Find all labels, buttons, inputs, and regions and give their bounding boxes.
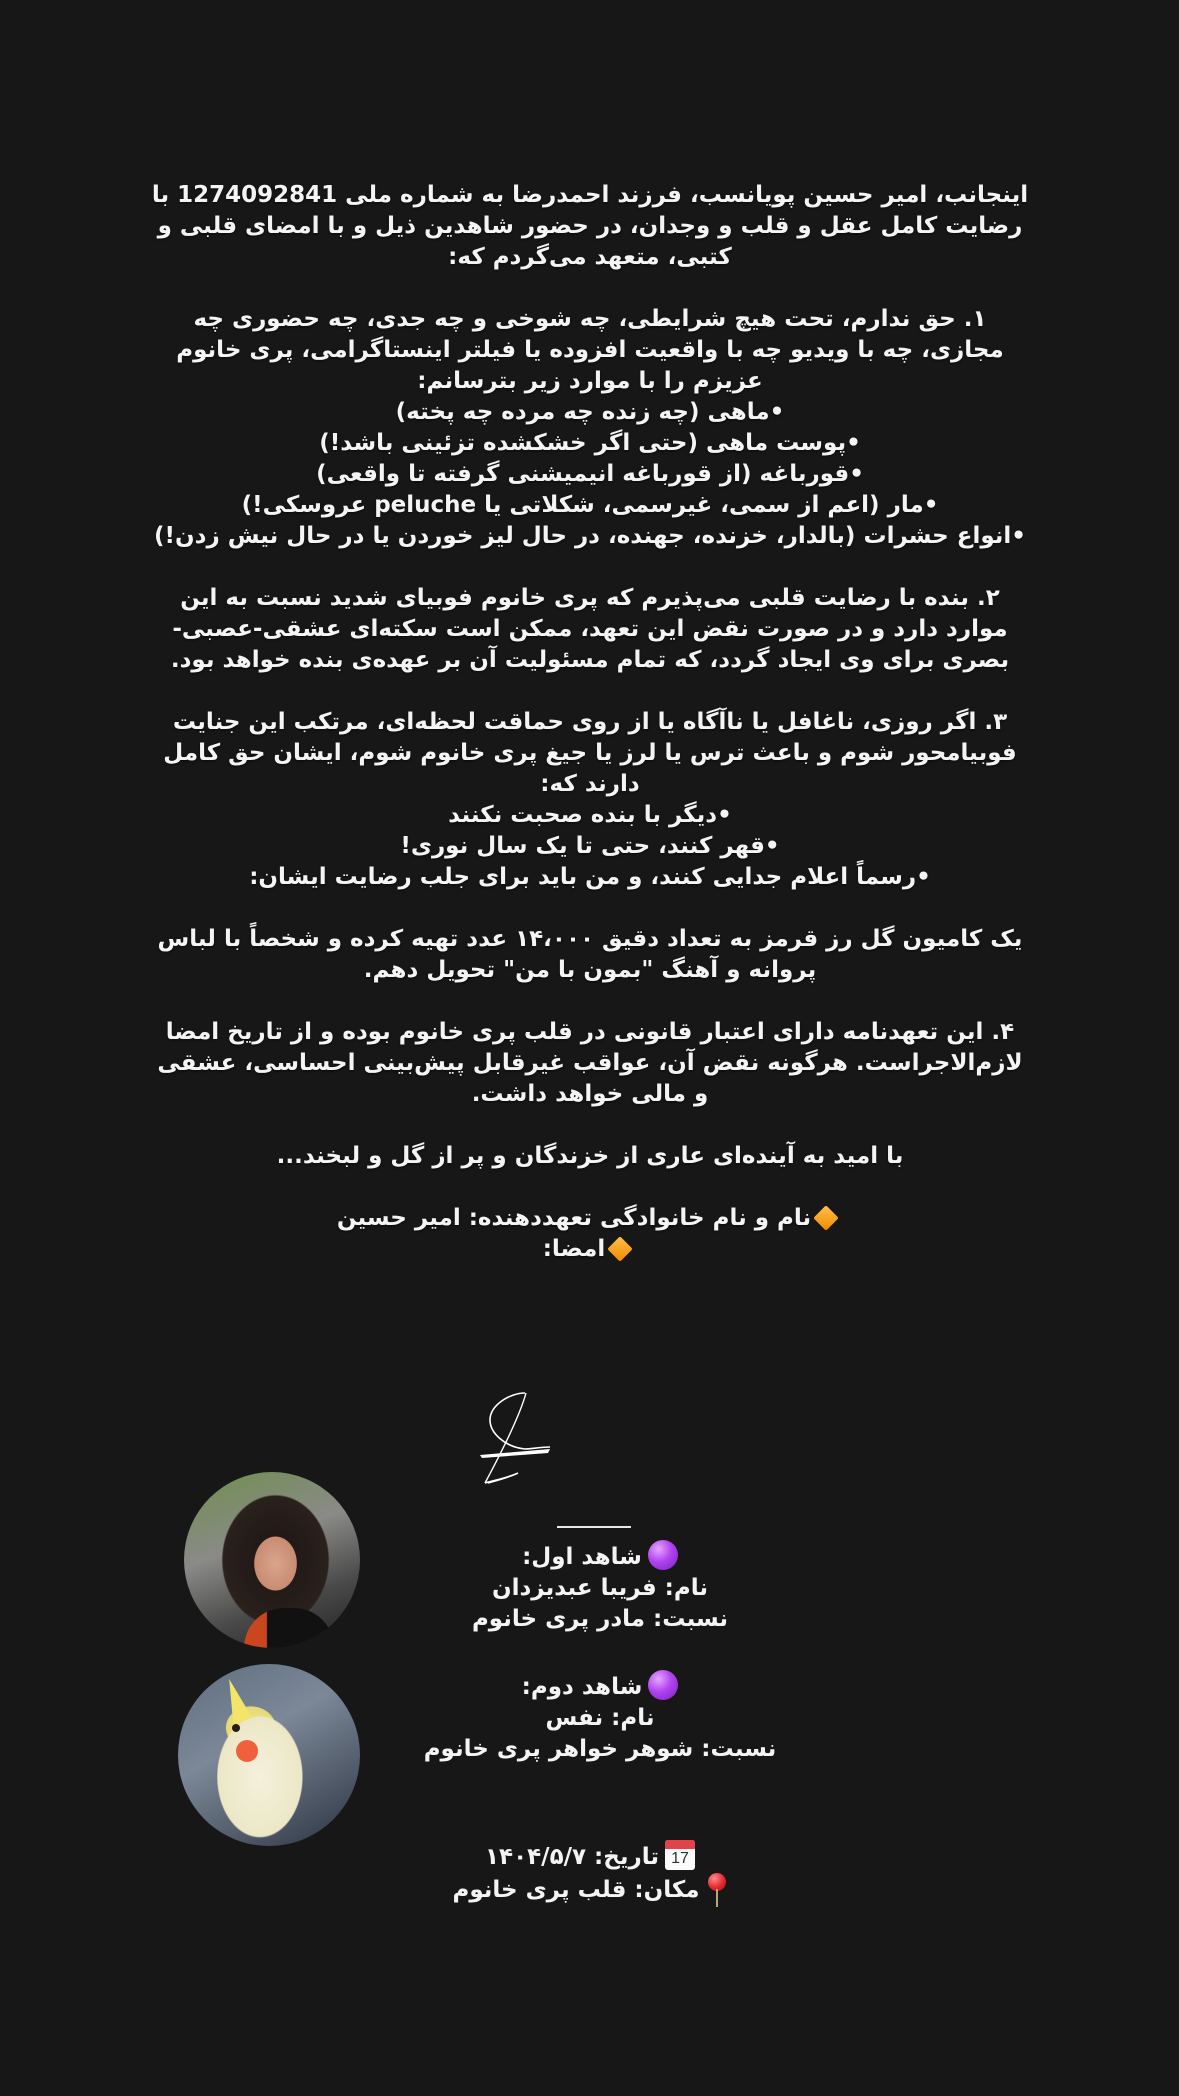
pushpin-icon [706,1873,728,1907]
calendar-icon [665,1840,695,1870]
signature-underline [557,1526,631,1528]
date-line [300,1840,880,1873]
bird-eye [232,1724,240,1732]
pledge-document [150,180,1030,1265]
clause-3-penalty: یک کامیون گل رز قرمز به تعداد دقیق ۱۴،۰۰۰ عدد تهیه کرده و شخصاً با لباس پروانه و آهنگ "بمون با من" تحویل دهم. [157,926,1023,983]
clause-3-item: •دیگر با بنده صحبت نکنند [448,802,732,828]
orange-diamond-icon [608,1236,633,1261]
clause-1-item: •انواع حشرات (بالدار، خزنده، جهنده، در حال لیز خوردن یا در حال نیش زدن!) [154,523,1026,549]
clause-3-text: ۳. اگر روزی، ناغافل یا ناآگاه یا از روی حماقت لحظه‌ای، مرتکب این جنایت فوبیامحور شوم و باعث ترس یا لرز یا جیغ پری خانوم شوم، ایشان حق کامل دارند که: [163,709,1017,797]
clause-3-item: •رسماً اعلام جدایی کنند، و من باید برای جلب رضایت ایشان: [249,864,931,890]
clause-3-item: •قهر کنند، حتی تا یک سال نوری! [400,833,780,859]
witness-2-info [390,1670,810,1765]
clause-1-item: •پوست ماهی (حتی اگر خشکشده تزئینی باشد!) [319,430,861,456]
witness-2-relation: نسبت: شوهر خواهر پری خانوم [423,1736,777,1762]
clause-1-item: •قورباغه (از قورباغه انیمیشنی گرفته تا واقعی) [316,461,864,487]
clause-1-text: ۱. حق ندارم، تحت هیچ شرایطی، چه شوخی و چه جدی، چه حضوری چه مجازی، چه با ویدیو چه با واقعیت افزوده یا فیلتر اینستاگرامی، پری خانوم عزیزم را با موارد زیر بترسانم: [176,306,1004,394]
witness-title: شاهد اول: [522,1544,642,1570]
intro-paragraph: اینجانب، امیر حسین پویانسب، فرزند احمدرضا به شماره ملی 1274092841 با رضایت کامل عقل و قلب و وجدان، در حضور شاهدین ذیل و با امضای قلبی و کتبی، متعهد می‌گردم که: [151,182,1029,270]
calendar-icon-day: 17 [671,1850,689,1867]
bird-crest [220,1676,253,1724]
witness-2-name: نام: نفس [545,1705,655,1731]
calendar-icon-header [665,1840,695,1849]
witness-2-photo [178,1664,360,1846]
orange-diamond-icon [813,1205,838,1230]
signature-label: امضا: [542,1236,606,1262]
clause-4-text: ۴. این تعهدنامه دارای اعتبار قانونی در قلب پری خانوم بوده و از تاریخ امضا لازم‌الاجراست. هرگونه نقض آن، عواقب غیرقابل پیش‌بینی احساسی، عشقی و مالی خواهد داشت. [157,1019,1023,1107]
place-line [300,1873,880,1907]
handwritten-signature [470,1385,570,1495]
clause-1-item: •مار (اعم از سمی، غیرسمی، شکلاتی یا peluche عروسکی!) [241,492,939,518]
purple-circle-icon [648,1670,678,1700]
witness-1-photo [184,1472,360,1648]
witness-1-info [420,1540,780,1635]
witness-1-name: نام: فریبا عبدیزدان [491,1575,709,1601]
closing-line: با امید به آینده‌ای عاری از خزندگان و پر از گل و لبخند... [276,1143,904,1169]
date-text: تاریخ: ۱۴۰۴/۵/۷ [485,1844,659,1870]
signature-label-line [150,1234,1030,1265]
signer-line [150,1203,1030,1234]
place-text: مکان: قلب پری خانوم [452,1877,700,1903]
bird-cheek [236,1740,258,1762]
witness-title: شاهد دوم: [521,1674,643,1700]
clause-2-text: ۲. بنده با رضایت قلبی می‌پذیرم که پری خانوم فوبیای شدید نسبت به این موارد دارد و در صورت نقض این تعهد، ممکن است سکته‌ای عشقی-عصبی-بصری برای وی ایجاد گردد، که تمام مسئولیت آن بر عهده‌ی بنده خواهد بود. [170,585,1010,673]
signer-name: نام و نام خانوادگی تعهددهنده: امیر حسین [336,1205,812,1231]
purple-circle-icon [648,1540,678,1570]
footer [300,1840,880,1907]
witness-1-title [420,1540,780,1573]
witness-1-relation: نسبت: مادر پری خانوم [471,1606,729,1632]
witness-2-title [390,1670,810,1703]
clause-1-item: •ماهی (چه زنده چه مرده چه پخته) [395,399,785,425]
